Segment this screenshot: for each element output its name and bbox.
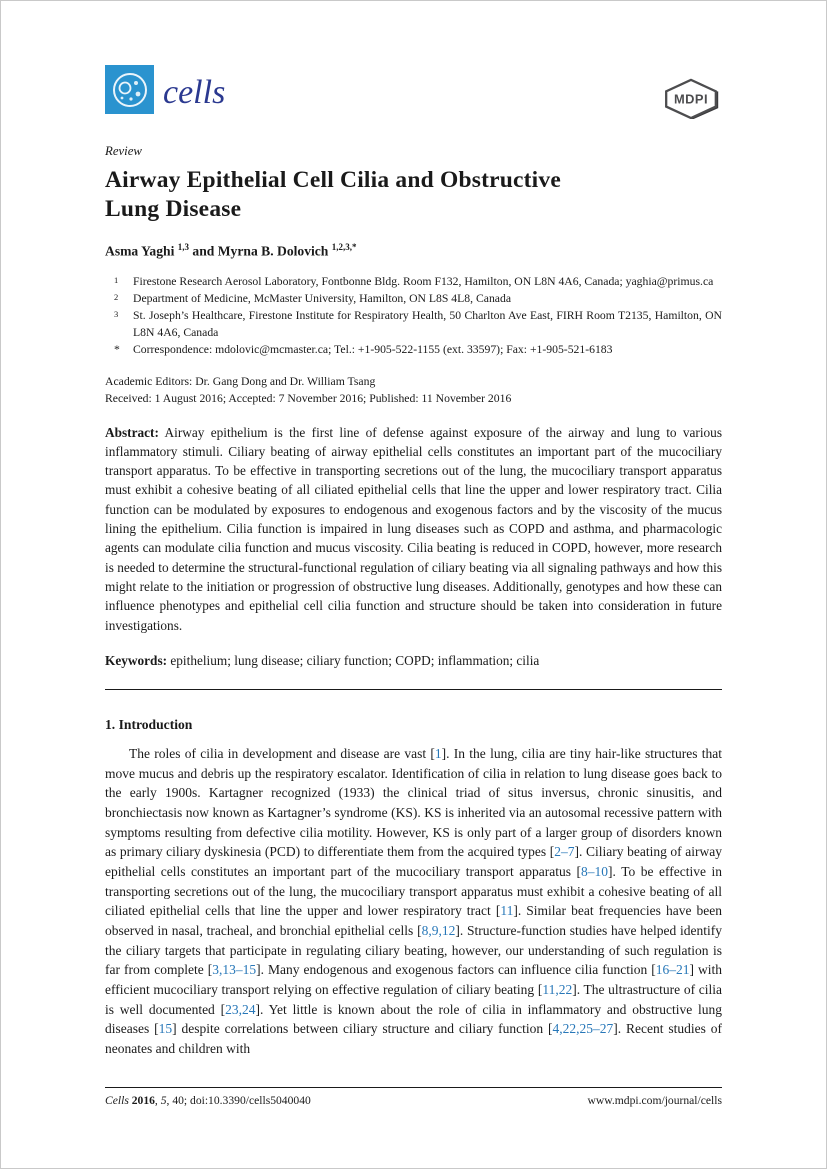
affiliation-text: Firestone Research Aerosol Laboratory, Fontbonne Bldg. Room F132, Hamilton, ON L8N 4A6, Canada; yaghia@primus.ca	[133, 274, 714, 288]
citation-link[interactable]: 11	[500, 903, 514, 919]
citation-link[interactable]: 15	[158, 1021, 173, 1037]
affiliation-marker: 1	[114, 274, 119, 285]
footer-rule	[105, 1087, 722, 1088]
correspondence-text: Correspondence: mdolovic@mcmaster.ca; Tel.: +1-905-522-1155 (ext. 33597); Fax: +1-905-521-6183	[133, 343, 613, 357]
page-title	[105, 166, 722, 224]
citation-link[interactable]: 11,22	[542, 982, 573, 997]
affiliation-row	[105, 274, 722, 290]
article-type-label: Review	[105, 144, 142, 158]
citation-link[interactable]: 16–21	[655, 962, 690, 978]
affiliation-row	[105, 291, 722, 307]
affiliation-list	[105, 274, 722, 359]
citation-link[interactable]: 8,9,12	[421, 923, 456, 939]
journal-wordmark: cells	[163, 74, 226, 111]
footer-journal-url[interactable]: www.mdpi.com/journal/cells	[587, 1094, 722, 1107]
section-heading-introduction: 1. Introduction	[105, 717, 193, 733]
affiliation-marker: 2	[114, 291, 119, 302]
authors-line: Asma Yaghi $^{1,3}$ and Myrna B. Dolovich $^{1,2,3,*}$	[105, 242, 357, 259]
page-title-line-1: Airway Epithelial Cell Cilia and Obstructive	[105, 167, 561, 193]
page-footer	[105, 1087, 722, 1107]
dates-line: Received: 1 August 2016; Accepted: 7 November 2016; Published: 11 November 2016	[105, 392, 512, 406]
abstract-label: Abstract:	[105, 424, 159, 440]
page-header	[105, 65, 722, 124]
abstract	[105, 423, 722, 635]
citation-link[interactable]: 1	[434, 746, 442, 762]
affiliation-text: Department of Medicine, McMaster University, Hamilton, ON L8S 4L8, Canada	[133, 291, 512, 305]
svg-text:MDPI: MDPI	[673, 91, 709, 107]
citation-link[interactable]: 8–10	[581, 864, 609, 880]
keywords-text: epithelium; lung disease; ciliary function; COPD; inflammation; cilia	[170, 652, 540, 668]
citation-link[interactable]: 2–7	[554, 844, 575, 860]
citation-link[interactable]: 23,24	[225, 1001, 256, 1017]
mdpi-box-icon	[660, 77, 722, 119]
footer-citation: Cells 2016, 5, 40; doi:10.3390/cells5040040	[105, 1094, 311, 1107]
citation-link[interactable]: 3,13–15	[212, 962, 257, 978]
mdpi-logo	[660, 77, 722, 124]
cell-illustration-icon	[109, 69, 151, 111]
editorial-meta	[105, 373, 722, 408]
cells-journal-logo	[105, 65, 225, 114]
abstract-text: Airway epithelium is the first line of defense against exposure of the airway and lung to various inflammatory stimuli. Ciliary beating of airway epithelial cells constitutes an important part of the mucociliary transport apparatus. To be effective in transporting secretions out of the lung, the mucociliary transport apparatus must exhibit a cohesive beating of all ciliated epithelial cells that line the upper and lower respiratory tract. Cilia function can be modulated by exposures to endogenous and exogenous factors and by the viscosity of the mucus lining the epithelium. Cilia function is impaired in lung diseases such as COPD and asthma, and pharmacologic agents can modulate cilia function and mucus viscosity. Cilia beating is reduced in COPD, however, more research is needed to determine the structural-functional regulation of ciliary beating via all signaling pathways and how this might relate to the initiation or progression of obstructive lung diseases. Additionally, genotypes and how these can influence phenotypes and epithelial cell cilia function and structure should be taken into consideration in future investigations.	[105, 424, 723, 633]
correspondence-marker: *	[114, 343, 120, 357]
page-title-line-2: Lung Disease	[105, 196, 242, 222]
affiliation-marker: 3	[114, 309, 119, 320]
front-matter-divider	[105, 689, 722, 690]
introduction-paragraph: The roles of cilia in development and disease are vast [1]. In the lung, cilia are tiny hair-like structures that move mucus and debris up the respiratory escalator. Identification of cilia in relation to lung disease goes back to the early 1900s. Kartagner recognized (1933) the clinical triad of situs inversus, chronic sinusitis, and bronchiectasis now known as Kartagner’s syndrome (KS). KS is inherited via an autosomal recessive pattern with symptoms resulting from defective cilia motility. However, KS is only part of a larger group of disorders known as primary ciliary dyskinesia (PCD) to differentiate them from the acquired types [2–7]. Ciliary beating of airway epithelial cells constitutes an important part of the mucociliary transport apparatus [8–10]. To be effective in transporting secretions out of the lung, the mucociliary transport apparatus must exhibit a cohesive beating of all ciliated epithelial cells that line the upper and lower respiratory tract [11]. Similar beat frequencies have been observed in nasal, tracheal, and bronchial epithelial cells [8,9,12]. Structure-function studies have helped identify the ciliary targets that participate in regulating ciliary beating, however, our understanding of such regulation is far from complete [3,13–15]. Many endogenous and exogenous factors can influence cilia function [16–21] with efficient mucociliary transport relying on effective regulation of ciliary beating [11,22]. The ultrastructure of cilia is well documented [23,24]. Yet little is known about the role of cilia in inflammatory and obstructive lung diseases [15] despite correlations between ciliary structure and ciliary function [4,22,25–27]. Recent studies of neonates and children with	[105, 746, 723, 1056]
citation-link[interactable]: 4,22,25–27	[552, 1021, 614, 1037]
academic-editors-line: Academic Editors: Dr. Gang Dong and Dr. William Tsang	[105, 374, 376, 388]
cells-logo-icon	[105, 65, 154, 114]
affiliation-row	[105, 308, 722, 341]
affiliation-text: St. Joseph’s Healthcare, Firestone Institute for Respiratory Health, 50 Charlton Ave East, FIRH Room T2135, Hamilton, ON L8N 4A6, Canada	[133, 309, 722, 339]
affiliation-row-correspondence	[105, 342, 722, 358]
keywords-label: Keywords:	[105, 652, 168, 668]
keywords	[105, 651, 722, 670]
